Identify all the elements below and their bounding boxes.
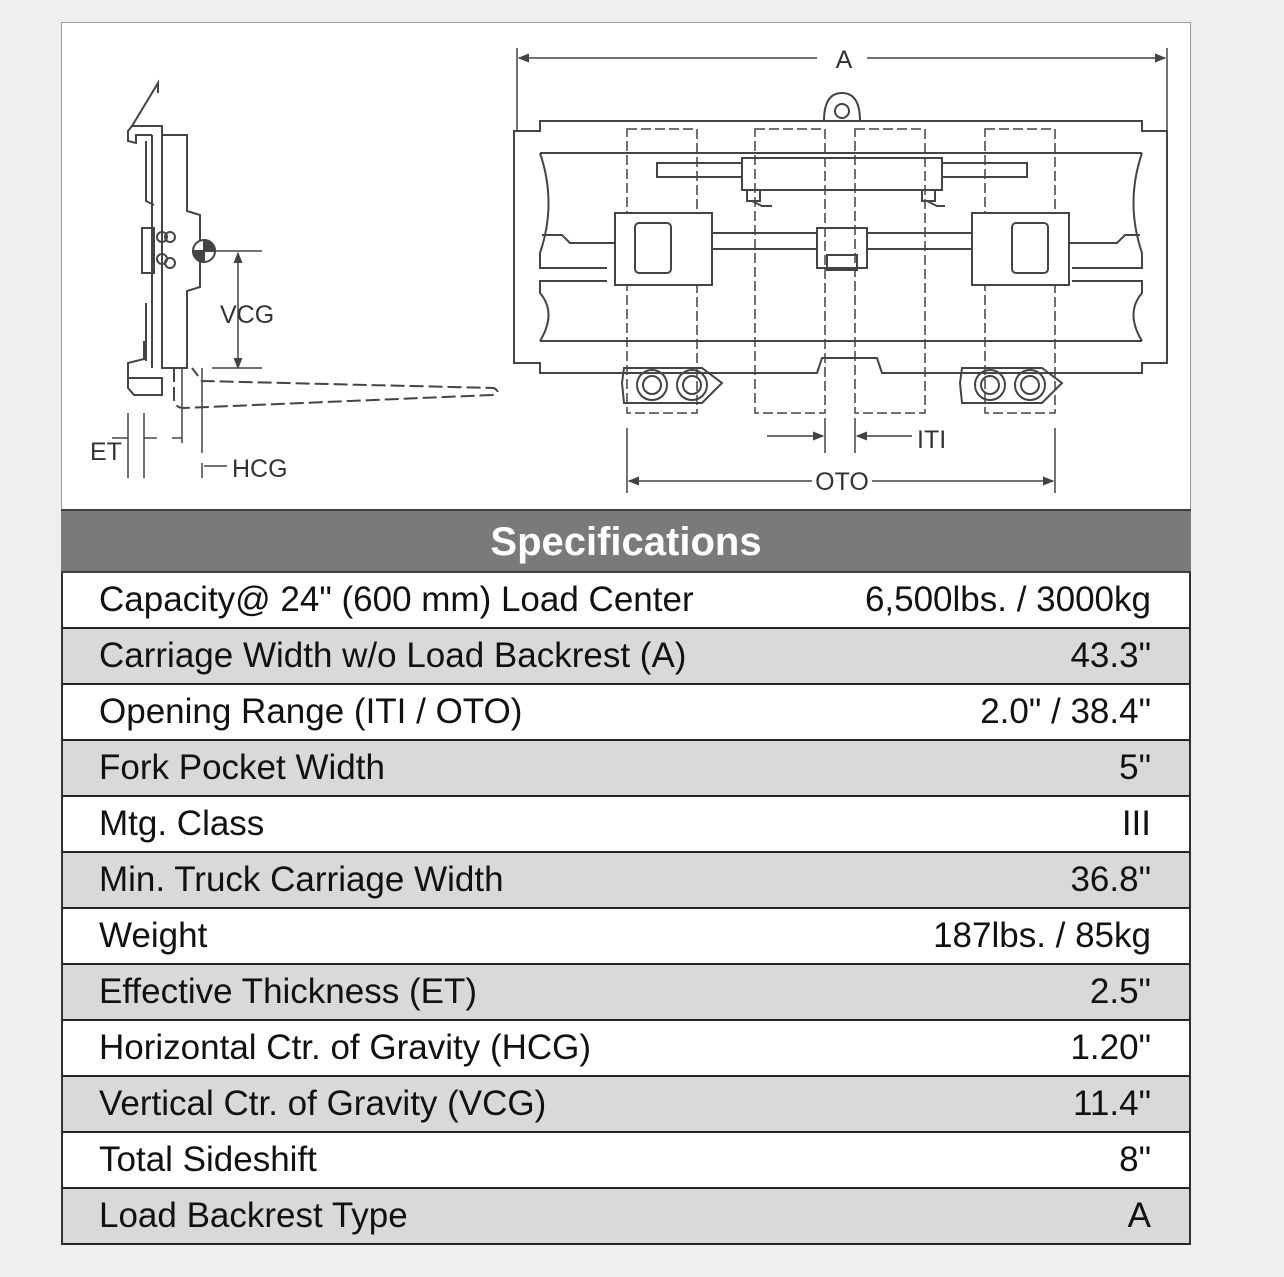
front-view: [514, 48, 1167, 493]
dim-label-iti: ITI: [917, 426, 947, 454]
spec-row-total-sideshift: [63, 1133, 1189, 1189]
spec-value: 36.8": [1070, 860, 1151, 899]
spec-value: 5": [1119, 748, 1151, 787]
spec-row-opening-range: [63, 685, 1189, 741]
drawing-svg: [62, 23, 1192, 509]
spec-label: Fork Pocket Width: [99, 748, 385, 787]
spec-value: 6,500lbs. / 3000kg: [864, 580, 1151, 619]
spec-row-hcg: [63, 1021, 1189, 1077]
spec-row-capacity: [63, 573, 1189, 629]
spec-value: 1.20": [1070, 1028, 1151, 1067]
side-view: [112, 83, 498, 478]
spec-row-mtg-class: [63, 797, 1189, 853]
spec-row-min-truck-carriage-width: [63, 853, 1189, 909]
spec-label: Load Backrest Type: [99, 1196, 408, 1235]
dim-label-et: ET: [90, 438, 122, 466]
spec-label: Mtg. Class: [99, 804, 265, 843]
dim-label-oto: OTO: [815, 468, 869, 496]
spec-row-weight: [63, 909, 1189, 965]
spec-value: 2.0" / 38.4": [980, 692, 1151, 731]
dim-label-vcg: VCG: [220, 301, 275, 329]
spec-label: Opening Range (ITI / OTO): [99, 692, 523, 731]
spec-label: Total Sideshift: [99, 1140, 317, 1179]
spec-label: Horizontal Ctr. of Gravity (HCG): [99, 1028, 592, 1067]
specifications-title: Specifications: [61, 509, 1191, 573]
spec-value: III: [1121, 804, 1151, 843]
spec-row-effective-thickness: [63, 965, 1189, 1021]
spec-value: 11.4": [1073, 1084, 1151, 1123]
spec-label: Carriage Width w/o Load Backrest (A): [99, 636, 687, 675]
dim-label-hcg: HCG: [232, 455, 288, 483]
spec-row-load-backrest-type: [63, 1189, 1189, 1245]
spec-value: 8": [1119, 1140, 1151, 1179]
spec-row-fork-pocket-width: [63, 741, 1189, 797]
spec-value: 2.5": [1089, 972, 1151, 1011]
spec-label: Effective Thickness (ET): [99, 972, 477, 1011]
spec-value: 187lbs. / 85kg: [933, 916, 1151, 955]
spec-value: 43.3": [1070, 636, 1151, 675]
dim-label-a: A: [835, 46, 853, 74]
spec-row-vcg: [63, 1077, 1189, 1133]
spec-sheet: [61, 22, 1191, 1245]
spec-row-carriage-width: [63, 629, 1189, 685]
spec-label: Min. Truck Carriage Width: [99, 860, 504, 899]
spec-label: Capacity@ 24" (600 mm) Load Center: [99, 580, 694, 619]
spec-label: Vertical Ctr. of Gravity (VCG): [99, 1084, 547, 1123]
spec-value: A: [1127, 1196, 1151, 1235]
technical-drawing: [62, 23, 1192, 509]
spec-label: Weight: [99, 916, 208, 955]
specifications-table: [61, 573, 1191, 1245]
